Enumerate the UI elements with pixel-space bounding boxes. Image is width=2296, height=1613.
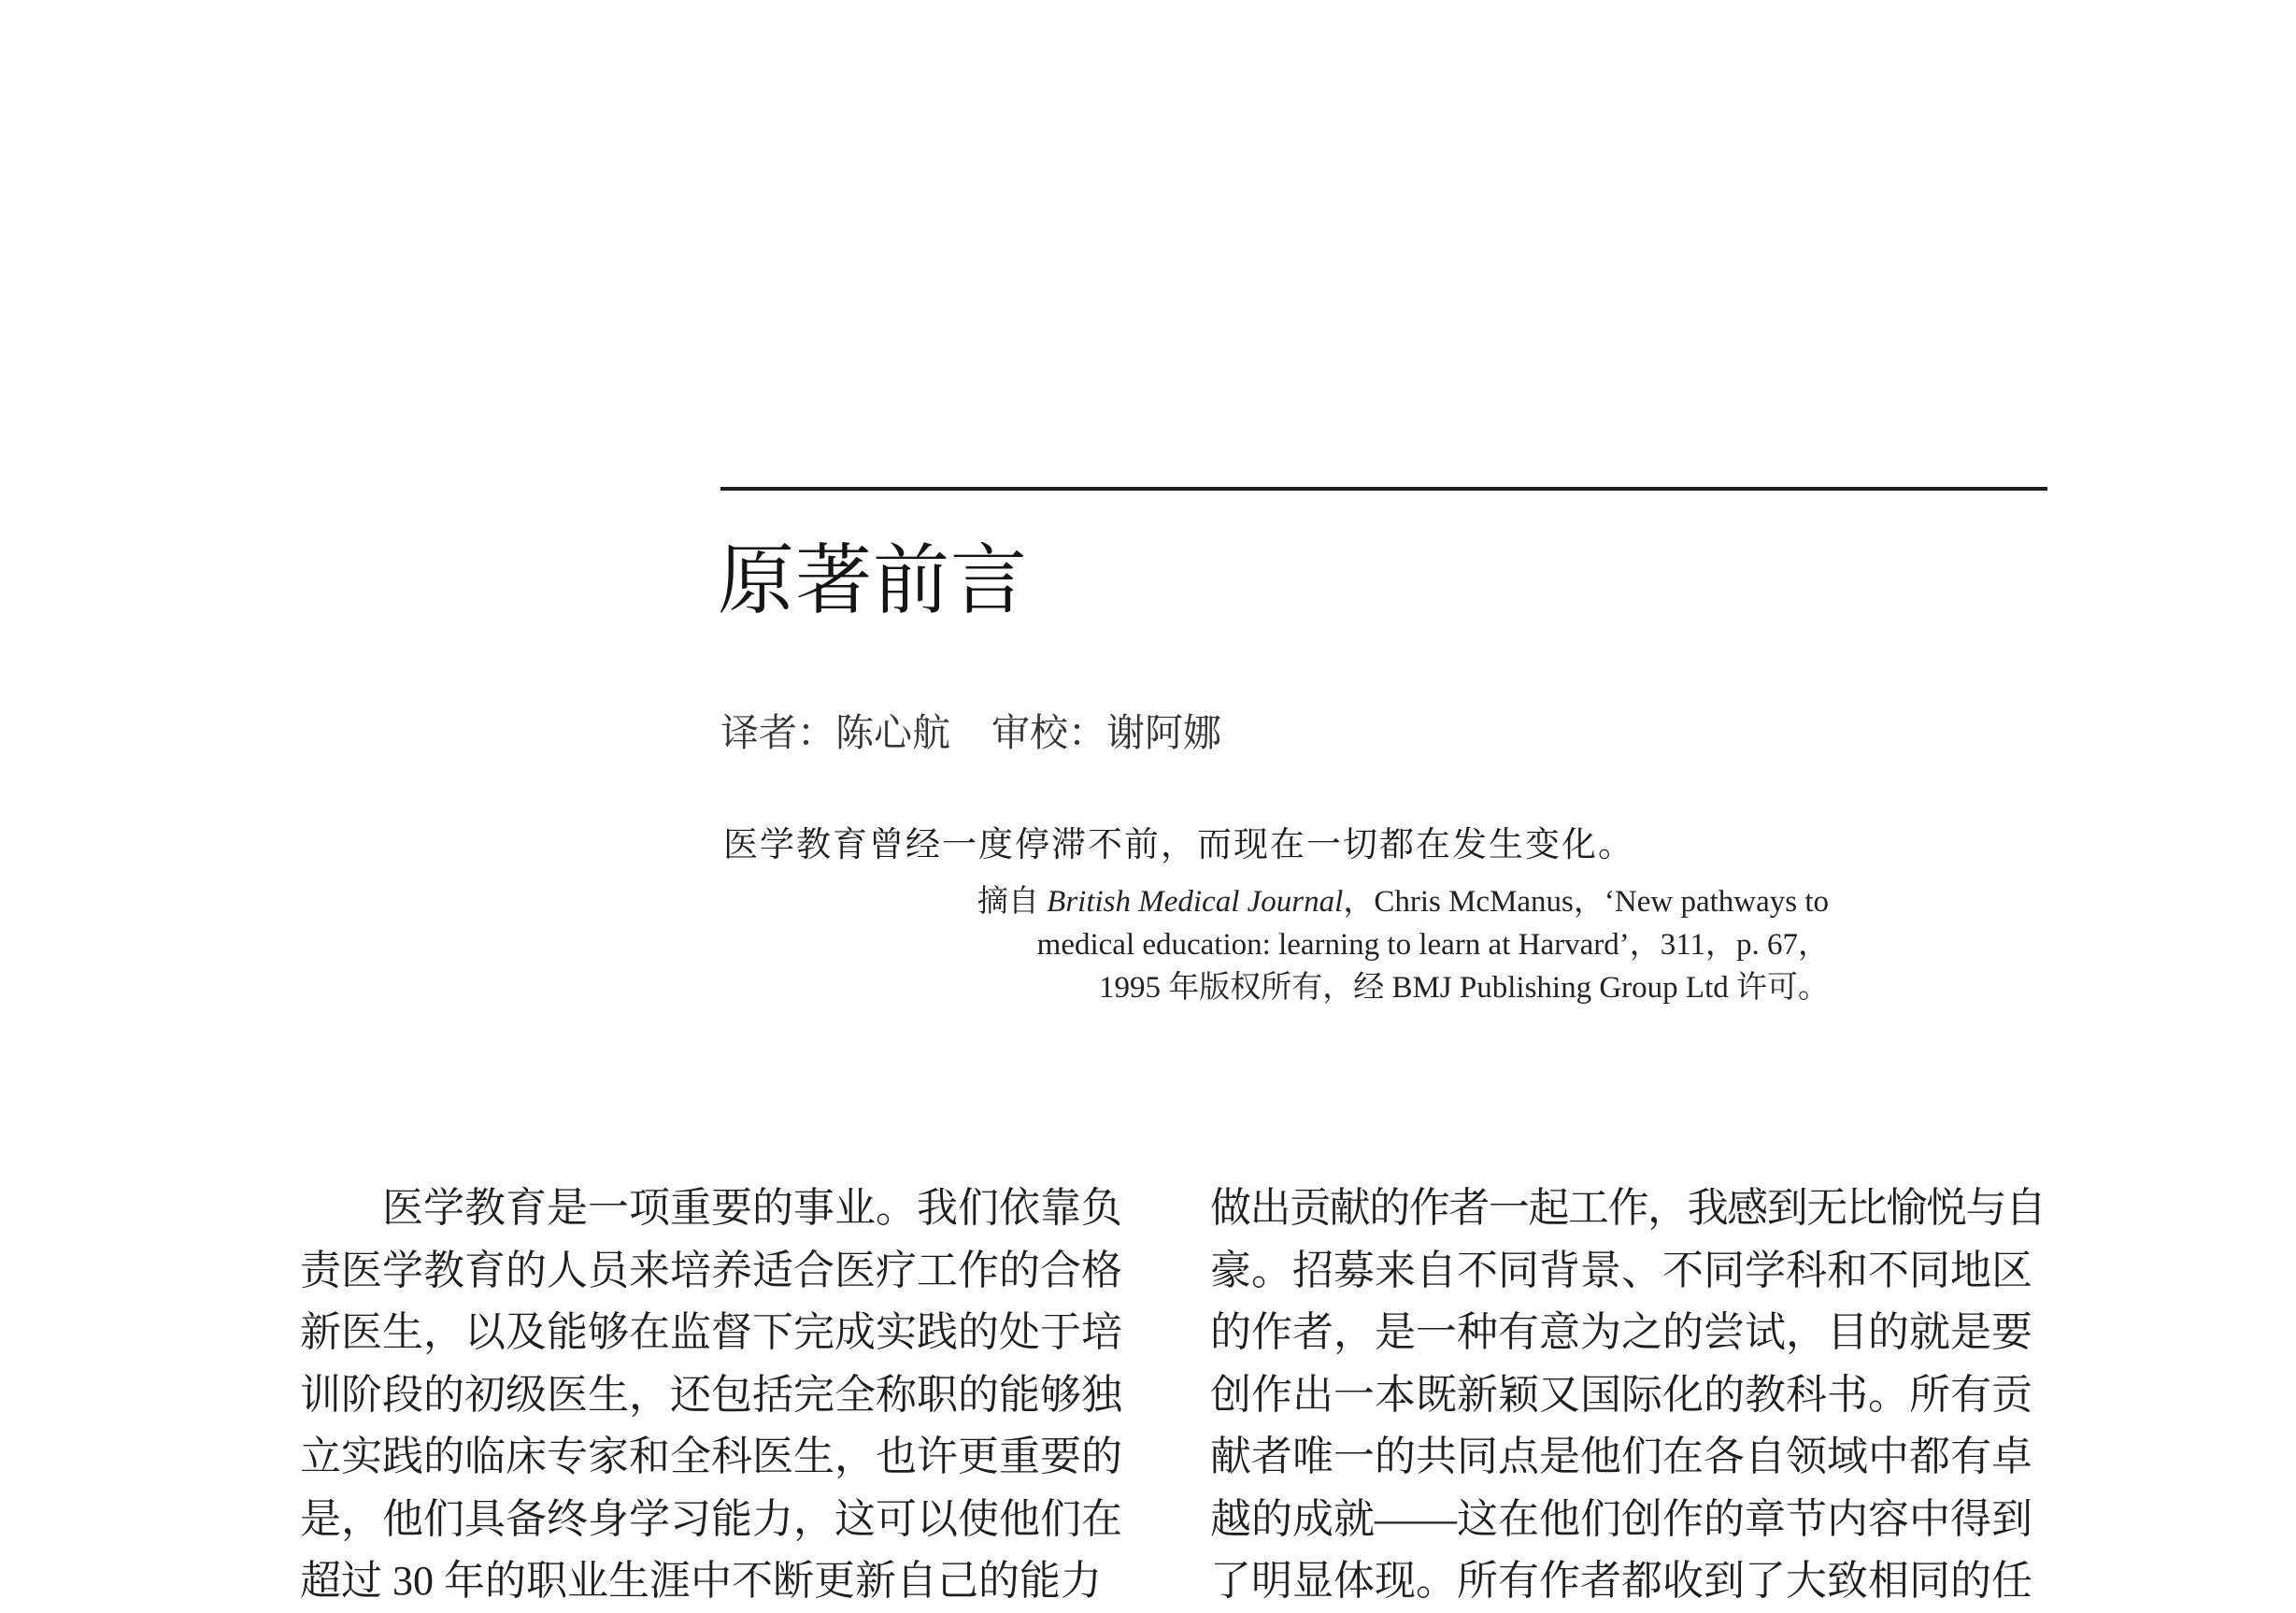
text-line: 医学教育是一项重要的事业。我们依靠负 (300, 1185, 1122, 1231)
reviewer-credit: 审校：谢阿娜 (991, 710, 1221, 755)
source-prefix: 摘自 (977, 885, 1048, 919)
text-line: 新医生，以及能够在监督下完成实践的处于培 (300, 1309, 1122, 1355)
text-line: 献者唯一的共同点是他们在各自领域中都有卓 (1210, 1434, 2032, 1479)
source-line-3: 1995 年版权所有，经 BMJ Publishing Group Ltd 许可。 (1098, 971, 1829, 1005)
translator-credit: 译者：陈心航 (720, 710, 950, 755)
text-line: 创作出一本既新颖又国际化的教科书。所有贡 (1210, 1371, 2032, 1418)
text-line: 超过 30 年的职业生涯中不断更新自己的能力 (300, 1558, 1102, 1604)
source-line-1 (894, 880, 1829, 923)
chapter-credits (720, 707, 1221, 759)
text-line: 是，他们具备终身学习能力，这可以使他们在 (300, 1495, 1122, 1542)
title-rule (720, 487, 2047, 491)
body-column-left (300, 1178, 1136, 1604)
source-journal: British Medical Journal (1047, 885, 1344, 919)
text-line: 训阶段的初级医生，还包括完全称职的能够独 (300, 1371, 1122, 1418)
source-line-1-rest: ，Chris McManus，‘New pathways to (1343, 885, 1829, 919)
text-line: 的作者，是一种有意为之的尝试，目的就是要 (1210, 1309, 2032, 1355)
epigraph-source (894, 880, 1829, 1009)
source-line-2: medical education: learning to learn at Harvard’，311，p. 67， (1036, 928, 1829, 962)
body-column-right (1210, 1178, 2046, 1604)
text-line: 做出贡献的作者一起工作，我感到无比愉悦与自 (1210, 1185, 2046, 1231)
epigraph-quote: 医学教育曾经一度停滞不前，而现在一切都在发生变化。 (723, 824, 1634, 864)
text-line: 责医学教育的人员来培养适合医疗工作的合格 (300, 1247, 1122, 1293)
text-line: 立实践的临床专家和全科医生，也许更重要的 (300, 1434, 1122, 1479)
text-line: 越的成就——这在他们创作的章节内容中得到 (1210, 1495, 2032, 1542)
text-line: 豪。招募来自不同背景、不同学科和不同地区 (1210, 1247, 2032, 1293)
chapter-title: 原著前言 (718, 536, 1029, 625)
text-line: 了明显体现。所有作者都收到了大致相同的任 (1210, 1558, 2032, 1604)
